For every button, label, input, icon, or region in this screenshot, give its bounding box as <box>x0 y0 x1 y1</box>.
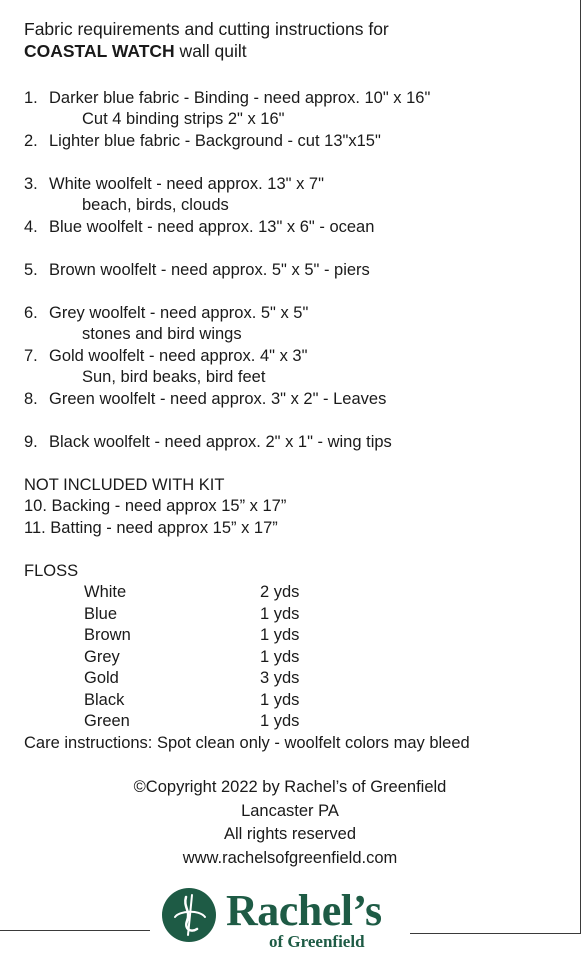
floss-quantity: 3 yds <box>260 669 300 687</box>
floss-color: Brown <box>84 626 131 644</box>
item-text: Black woolfelt - need approx. 2" x 1" - wing tips <box>49 433 392 451</box>
item-text: Brown woolfelt - need approx. 5" x 5" - piers <box>49 261 370 279</box>
floss-quantity: 1 yds <box>260 605 300 623</box>
floss-quantity: 1 yds <box>260 648 300 666</box>
website-link[interactable]: www.rachelsofgreenfield.com <box>182 848 398 867</box>
item-number: 8. <box>24 390 38 408</box>
item-text: Gold woolfelt - need approx. 4" x 3" <box>49 347 308 365</box>
floss-color: Gold <box>84 669 119 687</box>
floss-quantity: 1 yds <box>260 712 300 730</box>
item-subtext: Sun, bird beaks, bird feet <box>82 368 266 386</box>
floss-color: White <box>84 583 127 601</box>
list-item <box>24 260 370 282</box>
list-item <box>24 303 308 325</box>
copyright-block <box>90 776 490 870</box>
item-subtext: Cut 4 binding strips 2" x 16" <box>82 110 285 128</box>
care-instructions: Care instructions: Spot clean only - woolfelt colors may bleed <box>24 734 470 752</box>
item-text: Grey woolfelt - need approx. 5" x 5" <box>49 304 309 322</box>
list-item <box>24 131 381 153</box>
list-item: 11. Batting - need approx 15” x 17” <box>24 519 278 537</box>
floss-quantity: 1 yds <box>260 626 300 644</box>
floss-quantity: 2 yds <box>260 583 300 601</box>
item-number: 9. <box>24 433 38 451</box>
floss-color: Green <box>84 712 130 730</box>
item-text: Lighter blue fabric - Background - cut 13"x15" <box>49 132 381 150</box>
list-item <box>24 346 307 368</box>
list-item <box>24 174 324 196</box>
item-text: Blue woolfelt - need approx. 13" x 6" - ocean <box>49 218 375 236</box>
logo-tagline: of Greenfield <box>269 932 365 951</box>
list-item <box>24 389 386 411</box>
item-subtext: stones and bird wings <box>82 325 242 343</box>
item-number: 5. <box>24 261 38 279</box>
floss-quantity: 1 yds <box>260 691 300 709</box>
page-border-rule <box>580 0 581 934</box>
floss-color: Grey <box>84 648 120 666</box>
item-number: 4. <box>24 218 38 236</box>
item-text: White woolfelt - need approx. 13" x 7" <box>49 175 324 193</box>
quilt-name: COASTAL WATCH <box>24 41 175 61</box>
needle-thread-circle-icon <box>161 887 217 943</box>
item-text: Green woolfelt - need approx. 3" x 2" - Leaves <box>49 390 387 408</box>
list-item <box>24 432 392 454</box>
logo-divider-left <box>0 930 150 931</box>
item-number: 2. <box>24 132 38 150</box>
location-text: Lancaster PA <box>241 801 339 820</box>
title-line-2 <box>24 40 389 62</box>
copyright-text: ©Copyright 2022 by Rachel’s of Greenfield <box>133 778 447 796</box>
item-subtext: beach, birds, clouds <box>82 196 229 214</box>
document-title <box>24 18 389 62</box>
item-number: 6. <box>24 304 38 322</box>
logo-wordmark: Rachel’s <box>226 886 382 935</box>
title-line-1: Fabric requirements and cutting instructions for <box>24 19 389 39</box>
floss-color: Black <box>84 691 125 709</box>
item-number: 7. <box>24 347 38 365</box>
item-text: Darker blue fabric - Binding - need approx. 10" x 16" <box>49 89 431 107</box>
not-included-heading: NOT INCLUDED WITH KIT <box>24 476 225 494</box>
list-item: 10. Backing - need approx 15” x 17” <box>24 497 287 515</box>
list-item <box>24 88 430 110</box>
rights-text: All rights reserved <box>223 825 357 843</box>
item-number: 1. <box>24 89 38 107</box>
list-item <box>24 217 374 239</box>
title-suffix: wall quilt <box>174 41 247 61</box>
floss-color: Blue <box>84 605 118 623</box>
item-number: 3. <box>24 175 38 193</box>
floss-heading: FLOSS <box>24 562 79 580</box>
logo-divider-right <box>410 933 581 934</box>
